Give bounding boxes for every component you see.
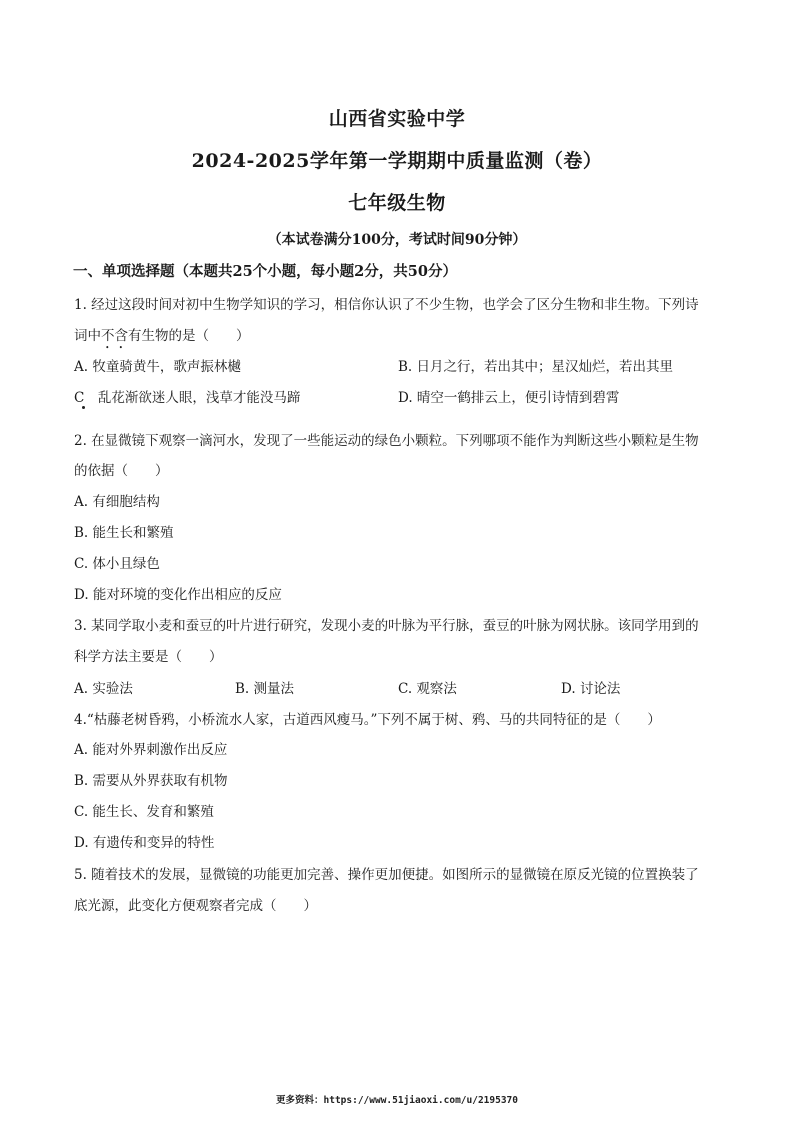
q2-stem-line1: 2. 在显微镜下观察一滴河水，发现了一些能运动的绿色小颗粒。下列哪项不能作为判断这些小颗粒是生物: [74, 433, 699, 449]
footer-link[interactable]: 更多资料：https://www.51jiaoxi.com/u/2195370: [276, 1095, 518, 1106]
subject-title: 七年级生物: [348, 192, 446, 214]
q4-stem-line1: 4.“枯藤老树昏鸦，小桥流水人家，古道西风瘦马。”下列不属于树、鸦、马的共同特征的是（ ）: [74, 712, 661, 728]
q5-stem-line1: 5. 随着技术的发展，显微镜的功能更加完善、操作更加便捷。如图所示的显微镜在原反光镜的位置换装了: [74, 867, 699, 883]
q1-option-a: A. 牧童骑黄牛，歌声振林樾: [74, 359, 241, 375]
q3-stem-line2: 科学方法主要是（ ）: [74, 649, 223, 665]
q3-option-b: B. 测量法: [235, 681, 295, 697]
q4-option-b: B. 需要从外界获取有机物: [74, 773, 228, 789]
q2-stem-line2: 的依据（ ）: [74, 463, 169, 479]
q4-option-a: A. 能对外界刺激作出反应: [74, 742, 228, 758]
exam-title: 2024-2025学年第一学期期中质量监测（卷）: [191, 150, 603, 172]
q1-stem-part-c: 有生物的是（ ）: [128, 328, 250, 344]
q2-option-b: B. 能生长和繁殖: [74, 525, 174, 541]
q3-stem-line1: 3. 某同学取小麦和蚕豆的叶片进行研究，发现小麦的叶脉为平行脉，蚕豆的叶脉为网状脉。该同学用到的: [74, 618, 699, 634]
q1-option-c: C 乱花渐欲迷人眼，浅草才能没马蹄: [74, 390, 301, 406]
q2-option-a: A. 有细胞结构: [74, 494, 160, 510]
q3-option-a: A. 实验法: [74, 681, 133, 697]
q1-stem-part-a: 词中: [74, 328, 101, 344]
q1-option-b: B. 日月之行，若出其中；星汉灿烂，若出其里: [398, 359, 674, 375]
school-title: 山西省实验中学: [328, 108, 466, 130]
q5-stem-line2: 底光源，此变化方便观察者完成（ ）: [74, 898, 317, 914]
q1-option-d: D. 晴空一鹤排云上，便引诗情到碧霄: [398, 390, 620, 406]
section-heading: 一、单项选择题（本题共25个小题，每小题2分，共50分）: [73, 263, 457, 280]
emphasis-dot-mark: [82, 406, 85, 409]
q4-option-c: C. 能生长、发育和繁殖: [74, 804, 214, 820]
q4-option-d: D. 有遗传和变异的特性: [74, 835, 215, 851]
q3-option-d: D. 讨论法: [561, 681, 621, 697]
q1-stem-line1: 1. 经过这段时间对初中生物学知识的学习，相信你认识了不少生物，也学会了区分生物和非生物。下列诗: [74, 297, 699, 313]
exam-note: （本试卷满分100分，考试时间90分钟）: [267, 232, 527, 248]
q3-option-c: C. 观察法: [398, 681, 457, 697]
q1-stem-line2: [74, 324, 250, 352]
q2-option-c: C. 体小且绿色: [74, 556, 160, 572]
q2-option-d: D. 能对环境的变化作出相应的反应: [74, 587, 282, 603]
q1-emphasis-text: 不含: [101, 328, 128, 344]
